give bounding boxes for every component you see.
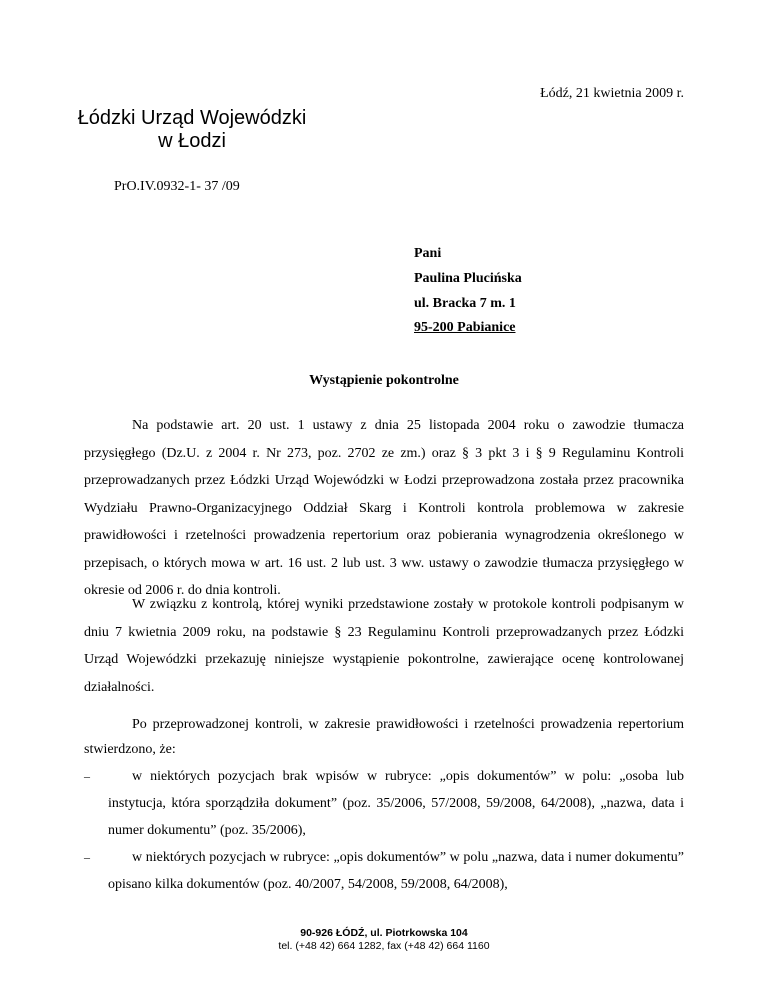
finding-item-text [84,763,684,844]
paragraph-inspection-reference-text: W związku z kontrolą, której wyniki przedstawione zostały w protokole kontroli podpisanym w dniu 7 kwietnia 2009 roku, na podstawie § 23 Regulaminu Kontroli przeprowadzanych przez Łódzki Urząd Wojewódzki przekazuję niniejsze wystąpienie pokontrolne, zawierające ocenę kontrolowanej działalności. [84,597,684,695]
page-footer [0,927,768,953]
finding-item [84,763,684,844]
addressee-salutation: Pani [414,246,442,261]
addressee-street: ul. Bracka 7 m. 1 [414,296,516,311]
addressee-name: Paulina Plucińska [414,271,522,286]
finding-item-text-content: w niektórych pozycjach w rubryce: „opis dokumentów” w polu „nazwa, data i numer dokumentu” opisano kilka dokumentów (poz. 40/2007, 54/2008, 59/2008, 64/2008), [108,850,684,892]
footer-address: 90-926 ŁÓDŹ, ul. Piotrkowska 104 [300,927,468,939]
addressee-city: 95-200 Pabianice [414,320,516,335]
letter-date: Łódź, 21 kwietnia 2009 r. [540,86,684,101]
issuing-office [62,107,322,153]
document-title: Wystąpienie pokontrolne [309,373,459,388]
paragraph-legal-basis [84,412,684,605]
list-dash-marker: – [84,769,90,783]
finding-item [84,844,684,898]
paragraph-findings-intro [84,712,684,762]
paragraph-legal-basis-text: Na podstawie art. 20 ust. 1 ustawy z dnia 25 listopada 2004 roku o zawodzie tłumacza przysięgłego (Dz.U. z 2004 r. Nr 273, poz. 2702 ze zm.) oraz § 3 pkt 3 i § 9 Regulaminu Kontroli przeprowadzanych przez Łódzki Urząd Wojewódzki w Łodzi przeprowadzona została przez pracownika Wydziału Prawno-Organizacyjnego Oddział Skarg i Kontroli kontrola problemowa w zakresie prawidłowości i rzetelności prowadzenia repertorium oraz pobierania wynagrodzenia określonego w przepisach, o których mowa w art. 16 ust. 2 lub ust. 3 ww. ustawy o zawodzie tłumacza przysięgłego w okresie od 2006 r. do dnia kontroli. [84,418,684,598]
finding-item-text [84,844,684,898]
reference-number: PrO.IV.0932-1- 37 /09 [114,179,240,194]
office-name-line-2: w Łodzi [158,130,226,152]
office-name-line-1: Łódzki Urząd Wojewódzki [77,107,307,129]
paragraph-findings-intro-text: Po przeprowadzonej kontroli, w zakresie prawidłowości i rzetelności prowadzenia repertorium stwierdzono, że: [84,717,684,757]
paragraph-inspection-reference [84,591,684,701]
list-dash-marker: – [84,850,90,864]
finding-item-text-content: w niektórych pozycjach brak wpisów w rubryce: „opis dokumentów” w polu: „osoba lub instytucja, która sporządziła dokument” (poz. 35/2006, 57/2008, 59/2008, 64/2008), „nazwa, data i numer dokumentu” (poz. 35/2006), [108,769,684,838]
footer-contact: tel. (+48 42) 664 1282, fax (+48 42) 664 1160 [278,940,490,952]
